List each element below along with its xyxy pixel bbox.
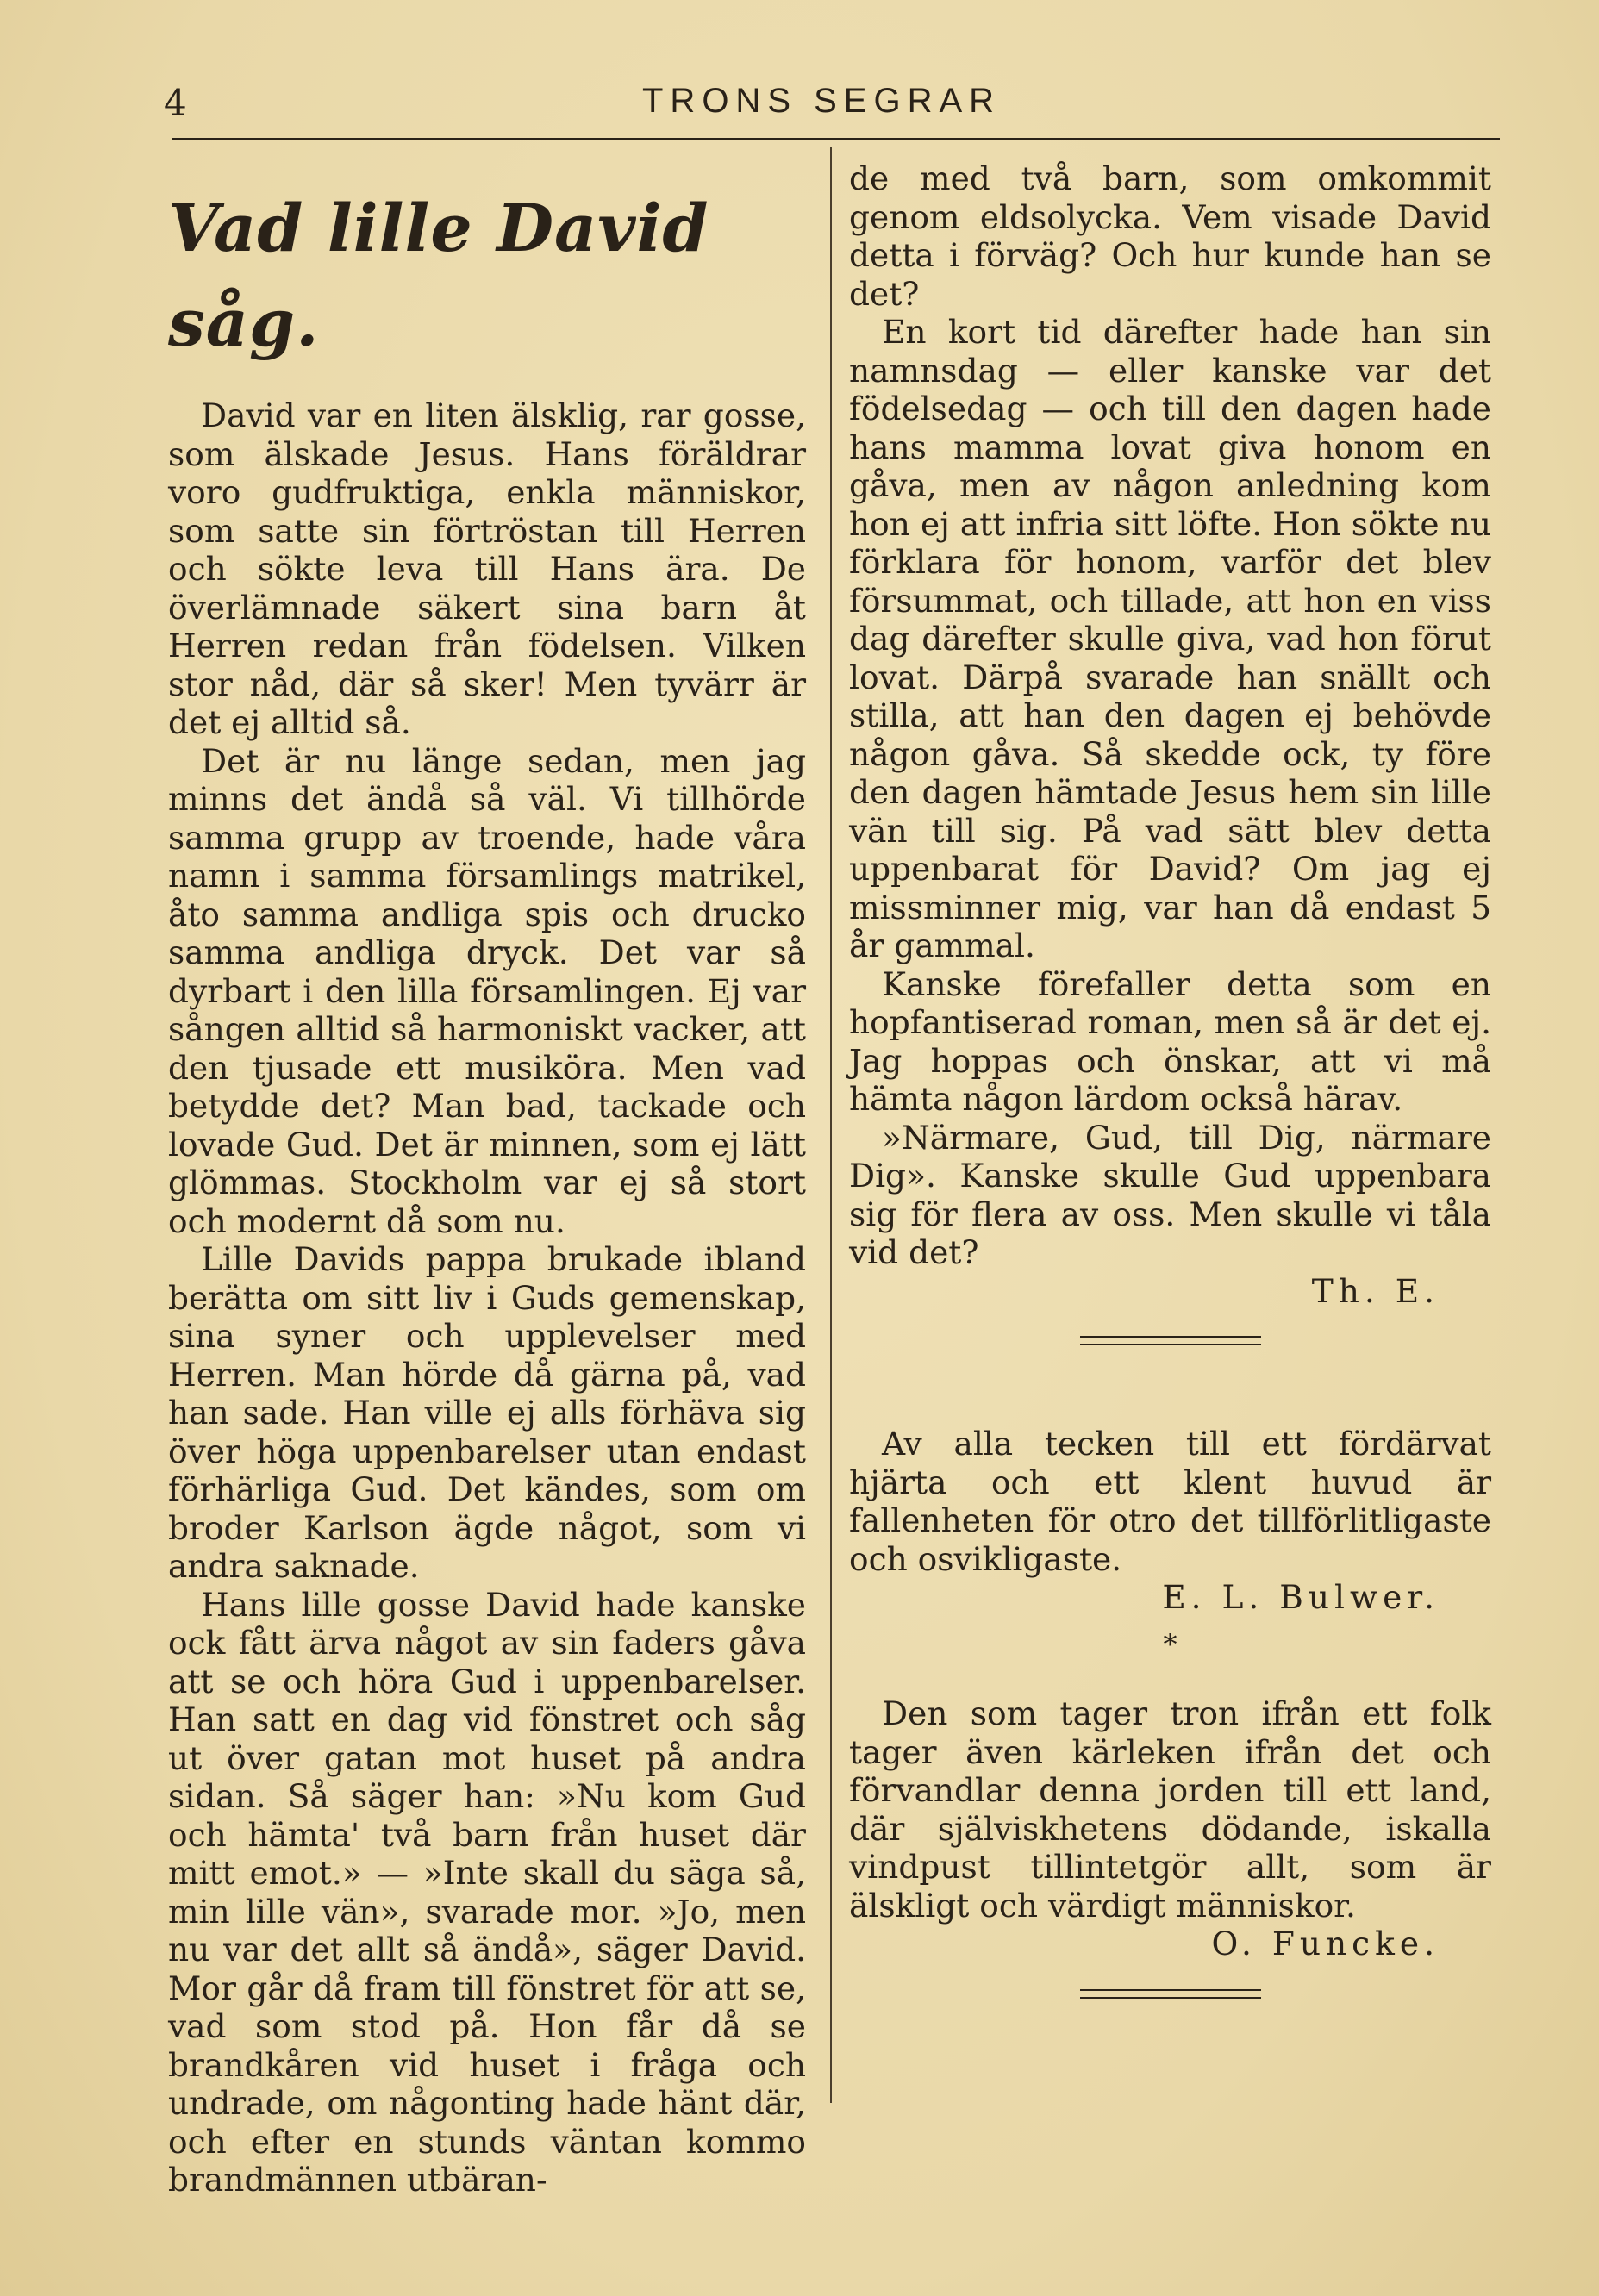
article-paragraph: Kanske förefaller detta som en hopfantiserad roman, men så är det ej. Jag hoppas och önskar, att vi må hämta någon lärdom också härav. [849, 964, 1491, 1118]
quote-text: Den som tager tron ifrån ett folk tager även kärleken ifrån det och förvandlar denna jorden till ett land, där själviskhetens dödande, iskalla vindpust tillintetgör allt, som är älskligt och värdigt människor. [849, 1694, 1491, 1925]
article-paragraph: de med två barn, som omkommit genom eldsolycka. Vem visade David detta i förväg? Och hur kunde han se det? [849, 159, 1491, 313]
quote-text: Av alla tecken till ett fördärvat hjärta och ett klent huvud är fallenheten för otro det tillförlitligaste och osvikligaste. [849, 1425, 1491, 1578]
article-signature: Th. E. [1311, 1271, 1440, 1310]
section-divider [1080, 1336, 1261, 1345]
right-column [849, 159, 1491, 1999]
asterisk-separator: * [1163, 1627, 1177, 1661]
page-header [164, 82, 1500, 134]
column-divider [830, 147, 832, 2103]
article-paragraph: »Närmare, Gud, till Dig, närmare Dig». Kanske skulle Gud uppenbara sig för flera av oss. Men skulle vi tåla vid det? [849, 1118, 1491, 1271]
header-rule [172, 138, 1500, 140]
left-column [168, 159, 806, 2199]
article-paragraph: En kort tid därefter hade han sin namnsdag — eller kanske var det födelsedag — och till den dagen hade hans mamma lovat giva honom en gåva, men av någon anledning kom hon ej att infria sitt löfte. Hon sökte nu förklara för honom, varför det blev försummat, och tillade, att hon en viss dag därefter skulle giva, vad hon förut lovat. Därpå svarade han snällt och stilla, att han den dagen ej behövde någon gåva. Så skedde ock, ty före den dagen hämtade Jesus hem sin lille vän till sig. På vad sätt blev detta uppenbarat för David? Om jag ej missminner mig, var han då endast 5 år gammal. [849, 313, 1491, 964]
page-number: 4 [164, 82, 187, 124]
article-title: Vad lille David såg. [168, 190, 709, 361]
article-paragraph: David var en liten älsklig, rar gosse, som älskade Jesus. Hans föräldrar voro gudfruktiga, enkla människor, som satte sin förtröstan till Herren och sökte leva till Hans ära. De överlämnade säkert sina barn åt Herren redan från födelsen. Vilken stor nåd, där så sker! Men tyvärr är det ej alltid så. [168, 396, 806, 741]
article-paragraph: Det är nu länge sedan, men jag minns det ändå så väl. Vi tillhörde samma grupp av troende, hade våra namn i samma församlings matrikel, åto samma andliga spis och drucko samma andliga dryck. Det var så dyrbart i den lilla församlingen. Ej var sången alltid så harmoniskt vacker, att den tjusade ett musiköra. Men vad betydde det? Man bad, tackade och lovade Gud. Det är minnen, som ej lätt glömmas. Stockholm var ej så stort och modernt då som nu. [168, 741, 806, 1240]
quote-author: O. Funcke. [1211, 1925, 1440, 1962]
article-paragraph: Hans lille gosse David hade kanske ock fått ärva något av sin faders gåva att se och höra Gud i uppenbarelser. Han satt en dag vid fönstret och såg ut över gatan mot huset på andra sidan. Så säger han: »Nu kom Gud och hämta' två barn från huset där mitt emot.» — »Inte skall du säga så, min lille vän», svarade mor. »Jo, men nu var det allt så ändå», säger David. Mor går då fram till fönstret för att se, vad som stod på. Hon får då se brandkåren vid huset i fråga och undrade, om någonting hade hänt där, och efter en stunds väntan kommo brandmännen utbäran- [168, 1585, 806, 2199]
article-paragraph: Lille Davids pappa brukade ibland berätta om sitt liv i Guds gemenskap, sina syner och upplevelser med Herren. Man hörde då gärna på, vad han sade. Han ville ej alls förhäva sig över höga uppenbarelser utan endast förhärliga Gud. Det kändes, som om broder Karlson ägde något, som vi andra saknade. [168, 1240, 806, 1585]
running-title: TRONS SEGRAR [642, 82, 1002, 120]
section-divider [1080, 1989, 1261, 1999]
quote-author: E. L. Bulwer. [1162, 1578, 1440, 1616]
